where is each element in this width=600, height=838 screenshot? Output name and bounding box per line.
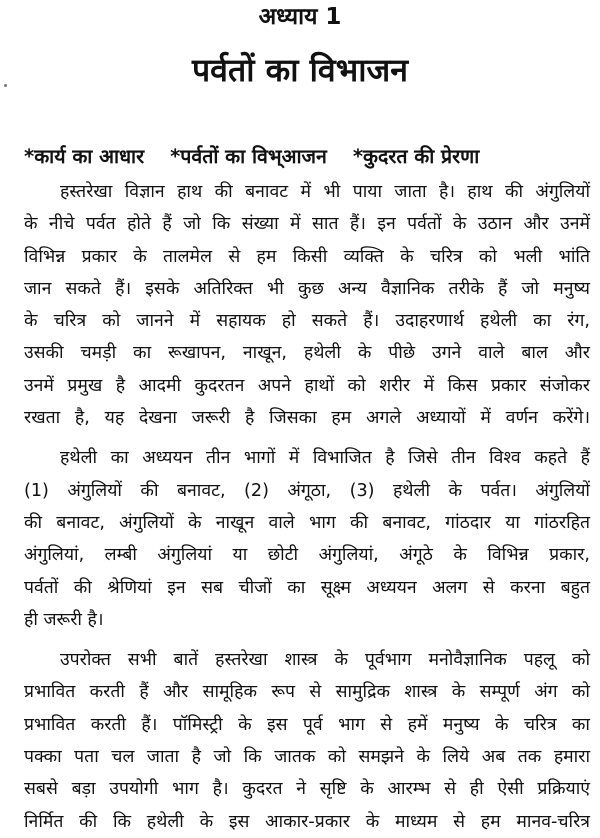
text-line: सबसे बड़ा उपयोगी भाग है। कुदरत ने सृष्टि के आरम्भ से ही ऐसी प्रक्रियाएं: [24, 779, 590, 800]
topic-item: *पर्वतों का विभ्आजन: [170, 145, 327, 168]
text-line: रखता है, यह देखना जरूरी है जिसका हम अगले अध्यायों में वर्णन करेंगे।: [24, 408, 590, 429]
chapter-topics: [24, 140, 600, 174]
paragraph: [24, 442, 590, 636]
text-line: उनमें प्रमुख है आदमी कुदरतन अपने हाथों को शरीर में किस प्रकार संजोकर: [24, 375, 590, 396]
topic-item: *कुदरत की प्रेरणा: [352, 145, 480, 168]
paragraph-spacer: [24, 434, 590, 442]
body-text: [24, 176, 590, 838]
text-line: के चरित्र को जानने में सहायक हो सकते हैं। उदाहरणार्थ हथेली का रंग,: [24, 311, 590, 332]
text-line: उसकी चमड़ी का रूखापन, नाखून, हथेली के पीछे उगने वाले बाल और: [24, 343, 590, 364]
text-line: हस्तरेखा विज्ञान हाथ की बनावट में भी पाया जाता है। हाथ की अंगुलियों: [60, 182, 590, 202]
chapter-title: पर्वतों का विभाजन: [191, 51, 408, 89]
chapter-number: अध्याय 1: [258, 4, 342, 30]
text-line: उपरोक्त सभी बातें हस्तरेखा शास्त्र के पूर्वभाग मनोवैज्ञानिक पहलू को: [60, 650, 590, 671]
topic-item: *कार्य का आधार: [24, 145, 145, 168]
text-line: पक्का पता चल जाता है जो कि जातक को समझने के लिये अब तक हमारा: [24, 747, 590, 768]
text-line: विभिन्न प्रकार के तालमेल से हम किसी व्यक्ति के चरित्र को भली भांति: [24, 246, 590, 267]
text-line: ही जरूरी है।: [24, 609, 104, 630]
text-line: अंगुलियां, लम्बी अंगुलियां या छोटी अंगुलियां, अंगूठे के विभिन्न प्रकार,: [24, 545, 590, 566]
text-line: के नीचे पर्वत होते हैं जो कि संख्या में सात हैं। इन पर्वतों के उठान और उनमें: [24, 214, 590, 235]
text-line: की बनावट, अंगुलियों के नाखून वाले भाग की बनावट, गांठदार या गांठरहित: [24, 512, 590, 533]
paragraph-spacer: [24, 636, 590, 644]
text-line: (1) अंगुलियों की बनावट, (2) अंगूठा, (3) हथेली के पर्वत। अंगुलियों: [24, 480, 590, 501]
text-line: प्रभावित करती हैं और सामूहिक रूप से सामुद्रिक शास्त्र के सम्पूर्ण अंग को: [24, 682, 590, 703]
text-line: जान सकते हैं। इसके अतिरिक्त भी कुछ अन्य वैज्ञानिक तरीके हैं जो मनुष्य: [24, 278, 590, 299]
text-line: हथेली का अध्ययन तीन भागों में विभाजित है जिसे तीन विश्व कहते हैं: [60, 448, 590, 469]
text-line: प्रभावित करती हैं। पॉमिस्ट्री के इस पूर्व भाग से हमें मनुष्य के चरित्र का: [24, 714, 590, 735]
paragraph: [24, 176, 590, 434]
text-line: पर्वतों की श्रेणियां इन सब चीजों का सूक्ष्म अध्ययन अलग से करना बहुत: [24, 577, 590, 598]
text-line: निर्मित की कि हथेली के इस आकार-प्रकार के माध्यम से हम मानव-चरित्र: [24, 811, 590, 832]
